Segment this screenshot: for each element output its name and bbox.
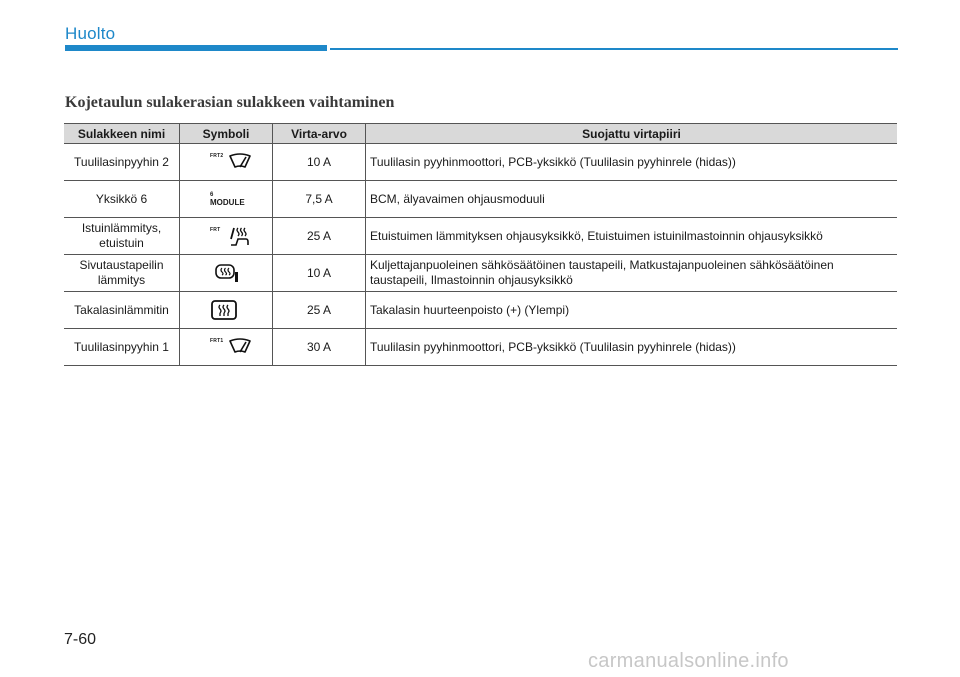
column-header-name: Sulakkeen nimi <box>64 124 180 144</box>
header-rule-thin <box>330 48 898 50</box>
fuse-rating: 7,5 A <box>273 181 366 218</box>
mirror-heater-icon <box>214 262 240 284</box>
fuse-rating: 25 A <box>273 218 366 255</box>
fuse-name: Tuulilasinpyyhin 1 <box>64 329 180 366</box>
table-row <box>64 292 897 329</box>
fuse-table <box>64 123 897 366</box>
module-icon <box>210 191 245 207</box>
page-number: 7-60 <box>64 631 97 648</box>
wiper-icon <box>228 153 252 171</box>
fuse-symbol <box>180 255 273 292</box>
column-header-rating: Virta-arvo <box>273 124 366 144</box>
fuse-rating: 10 A <box>273 144 366 181</box>
module-number: 6 <box>210 192 214 198</box>
fuse-circuit: Etuistuimen lämmityksen ohjausyksikkö, Etuistuimen istuinilmastoinnin ohjausyksikkö <box>366 218 898 255</box>
column-header-symbol: Symboli <box>180 124 273 144</box>
section-title: Huolto <box>65 24 116 43</box>
column-header-circuit: Suojattu virtapiiri <box>366 124 898 144</box>
symbol-tag: FRT2 <box>210 153 224 159</box>
table-row <box>64 329 897 366</box>
document-heading: Kojetaulun sulakerasian sulakkeen vaihtaminen <box>65 94 395 111</box>
fuse-name: Tuulilasinpyyhin 2 <box>64 144 180 181</box>
fuse-circuit: Takalasin huurteenpoisto (+) (Ylempi) <box>366 292 898 329</box>
wiper-icon <box>228 338 252 356</box>
rear-defrost-icon <box>210 299 238 321</box>
table-header-row <box>64 124 897 144</box>
fuse-rating: 25 A <box>273 292 366 329</box>
fuse-name: Istuinlämmitys, etuistuin <box>64 218 180 255</box>
fuse-symbol <box>180 218 273 255</box>
fuse-circuit: BCM, älyavaimen ohjausmoduuli <box>366 181 898 218</box>
fuse-circuit: Tuulilasin pyyhinmoottori, PCB-yksikkö (Tuulilasin pyyhinrele (hidas)) <box>366 144 898 181</box>
fuse-name: Takalasinlämmitin <box>64 292 180 329</box>
fuse-symbol <box>180 292 273 329</box>
fuse-symbol <box>180 329 273 366</box>
fuse-name: Sivutaustapeilin lämmitys <box>64 255 180 292</box>
table-row <box>64 255 897 292</box>
fuse-rating: 10 A <box>273 255 366 292</box>
symbol-tag: FRT1 <box>210 338 224 344</box>
header-rule-thick <box>65 45 327 51</box>
watermark: carmanualsonline.info <box>588 650 789 672</box>
fuse-name: Yksikkö 6 <box>64 181 180 218</box>
fuse-circuit: Kuljettajanpuoleinen sähkösäätöinen taustapeili, Matkustajanpuoleinen sähkösäätöinen taustapeili, Ilmastoinnin ohjausyksikkö <box>366 255 898 292</box>
fuse-rating: 30 A <box>273 329 366 366</box>
module-label: MODULE <box>210 198 245 207</box>
seat-heater-icon <box>228 225 250 247</box>
fuse-circuit: Tuulilasin pyyhinmoottori, PCB-yksikkö (Tuulilasin pyyhinrele (hidas)) <box>366 329 898 366</box>
fuse-symbol <box>180 144 273 181</box>
table-row <box>64 181 897 218</box>
table-row <box>64 218 897 255</box>
symbol-tag: FRT <box>210 227 221 233</box>
table-row <box>64 144 897 181</box>
fuse-symbol <box>180 181 273 218</box>
